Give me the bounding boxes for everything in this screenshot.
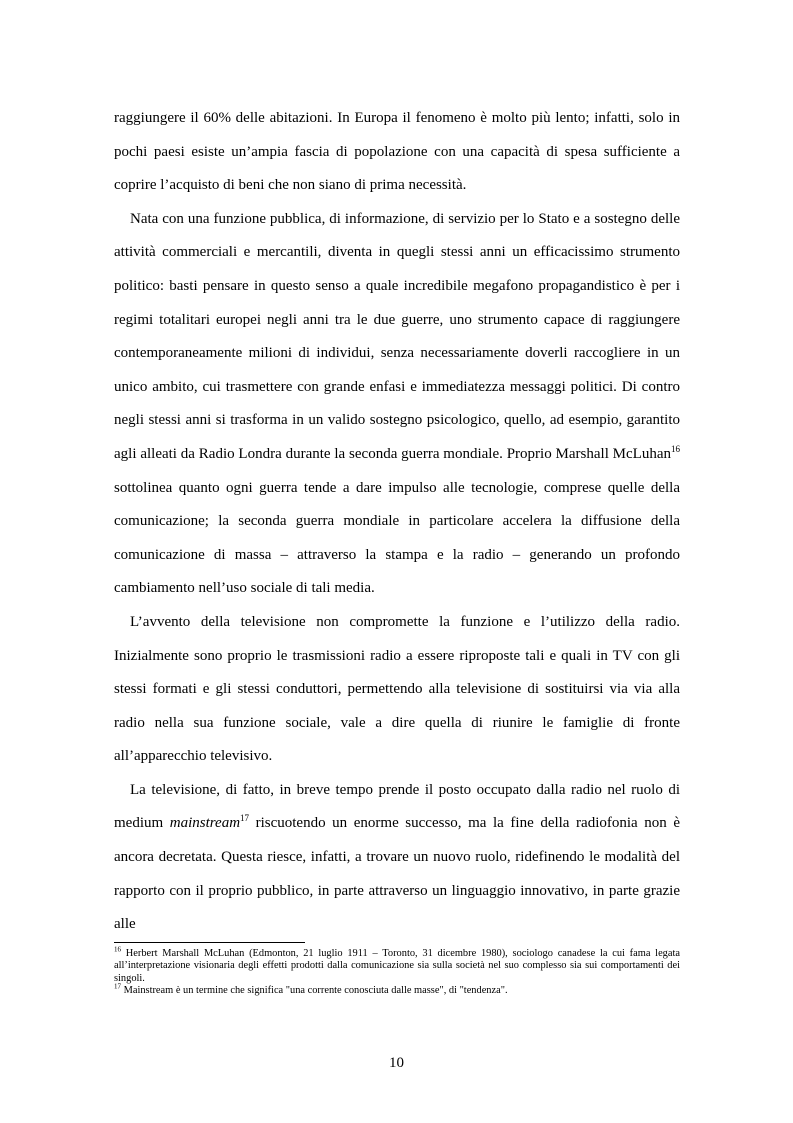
footnote-separator [114,942,305,943]
footnote-text: Herbert Marshall McLuhan (Edmonton, 21 luglio 1911 – Toronto, 31 dicembre 1980), sociologo canadese la cui fama legata all’interpretazione visionaria degli effetti prodotti dalla comunicazione sia sulla società nel suo complesso sia sui comportamenti dei singoli. [114,948,680,984]
footnotes [114,945,680,997]
footnote-ref-16: 16 [671,443,680,454]
footnote-number: 16 [114,945,121,954]
footnote-17 [114,982,680,997]
page-number: 10 [389,1055,404,1071]
paragraph-3: L’avvento della televisione non compromette la funzione e l’utilizzo della radio. Inizialmente sono proprio le trasmissioni radio a essere riproposte tali e quali in TV con gli stessi formati e gli stessi conduttori, permettendo alla televisione di sostituirsi via via alla radio nella sua funzione sociale, vale a dire quella di riunire le famiglie di fronte all’apparecchio televisivo. [114,613,680,765]
body-text [114,102,680,942]
paragraph-1: raggiungere il 60% delle abitazioni. In Europa il fenomeno è molto più lento; infatti, solo in pochi paesi esiste un’ampia fascia di popolazione con una capacità di spesa sufficiente a coprire l’acquisto di beni che non siano di prima necessità. [114,110,680,194]
paragraph-2: Nata con una funzione pubblica, di informazione, di servizio per lo Stato e a sostegno delle attività commerciali e mercantili, diventa in quegli stessi anni un efficacissimo strumento politico: basti pensare in questo senso a quale incredibile megafono propagandistico è per i regimi totalitari europei negli anni tra le due guerre, uno strumento capace di raggiungere contemporaneamente milioni di individui, senza necessariamente doverli raccogliere in un unico ambito, cui trasmettere con grande enfasi e immediatezza messaggi politici. Di contro negli stessi anni si trasforma in un valido sostegno psicologico, quello, ad esempio, garantito agli alleati da Radio Londra durante la seconda guerra mondiale. Proprio Marshall McLuhan$^{16}$ sottolinea quanto ogni guerra tende a dare impulso alle tecnologie, comprese quelle della comunicazione; la seconda guerra mondiale in particolare accelera la diffusione della comunicazione di massa – attraverso la stampa e la radio – generando un profondo cambiamento nell’uso sociale di tali media. [114,210,680,597]
footnote-text: Mainstream è un termine che significa "una corrente conosciuta dalle masse", di "tendenza". [123,984,508,996]
footnote-16 [114,945,680,985]
footnote-number: 17 [114,982,121,991]
paragraph-4: La televisione, di fatto, in breve tempo prende il posto occupato dalla radio nel ruolo di medium mainstream$^{17}$ riscuotendo un enorme successo, ma la fine della radiofonia non è ancora decretata. Questa riesce, infatti, a trovare un nuovo ruolo, ridefinendo le modalità del rapporto con il proprio pubblico, in parte attraverso un linguaggio innovativo, in parte grazie alle [114,781,680,933]
mainstream-term: mainstream [169,815,241,832]
footnote-ref-17: 17 [240,813,250,824]
